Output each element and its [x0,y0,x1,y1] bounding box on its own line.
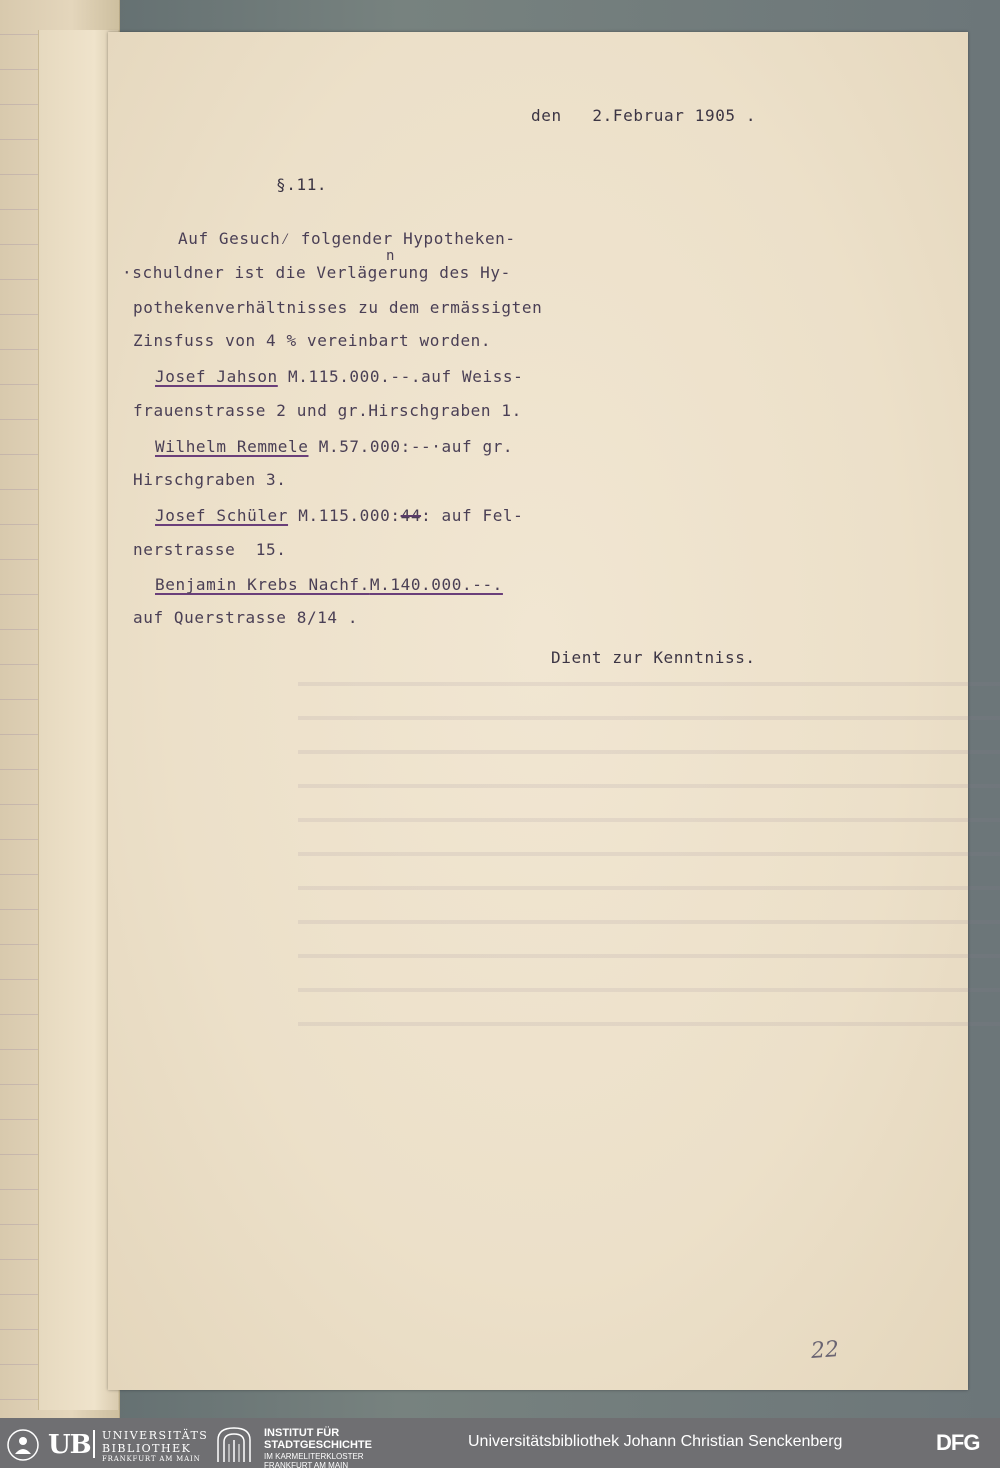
paragraph-line-3: pothekenverhältnisses zu dem ermässigten [133,298,543,317]
entry-rest: : auf Fel- [421,506,524,525]
ub-seal-icon [6,1428,40,1462]
section-heading: §.11. [276,175,328,194]
entry-continuation: auf Querstrasse 8/14 . [133,608,359,627]
debtor-name: Wilhelm Remmele [155,437,309,456]
ub-divider [93,1430,95,1458]
paragraph-insertion: n [386,248,396,264]
ink-bleed-through [298,648,1000,1032]
paragraph-line-4: Zinsfuss von 4 % vereinbart worden. [133,331,492,350]
entry-continuation: frauenstrasse 2 und gr.Hirschgraben 1. [133,401,522,420]
ub-line-1: UNIVERSITÄTS [102,1429,209,1442]
footer-bar [0,1418,1000,1468]
isg-line-3: IM KARMELITERKLOSTER [264,1452,364,1461]
debtor-name: Josef Jahson [155,367,278,386]
handwritten-page-number: 22 [810,1337,840,1364]
isg-line-1: INSTITUT FÜR [264,1427,340,1439]
library-title[interactable]: Universitätsbibliothek Johann Christian Senckenberg [468,1433,843,1450]
entry-amount: M.115.000: [288,506,401,525]
paragraph-line-1: Auf Gesuch⁄ folgender Hypotheken- [178,229,516,248]
date-line: den 2.Februar 1905 . [531,106,757,125]
isg-arch-icon [214,1426,254,1462]
entry-amount: M.140.000.--. [369,575,503,594]
entry-rest: auf gr. [441,437,514,456]
struck-digits: 44 [400,506,422,525]
entry-amount: M.57.000:--· [308,437,442,456]
ub-logo[interactable] [6,1426,209,1463]
isg-line-2: STADTGESCHICHTE [264,1439,372,1451]
dfg-logo[interactable]: DFG [936,1430,980,1455]
ub-line-3: FRANKFURT AM MAIN [102,1455,201,1463]
entry-continuation: Hirschgraben 3. [133,470,287,489]
entry-line [155,508,523,524]
underlying-page-ruling [0,0,40,1418]
entry-rest: auf Weiss- [421,367,524,386]
entry-line [155,577,503,593]
isg-logo[interactable] [214,1424,414,1468]
underlying-page-edge [38,30,118,1410]
isg-line-4: FRANKFURT AM MAIN [264,1461,349,1468]
entry-line [155,439,513,455]
entry-continuation: nerstrasse 15. [133,540,287,559]
debtor-name: Benjamin Krebs Nachf. [155,575,370,594]
entry-line [155,369,523,385]
paragraph-line-2: ·schuldner ist die Verlägerung des Hy- [122,263,511,282]
debtor-name: Josef Schüler [155,506,289,525]
entry-amount: M.115.000.--. [277,367,422,386]
ub-line-2: BIBLIOTHEK [102,1442,192,1455]
closing-note: Dient zur Kenntniss. [551,648,756,667]
ub-mark: UB [48,1430,91,1460]
